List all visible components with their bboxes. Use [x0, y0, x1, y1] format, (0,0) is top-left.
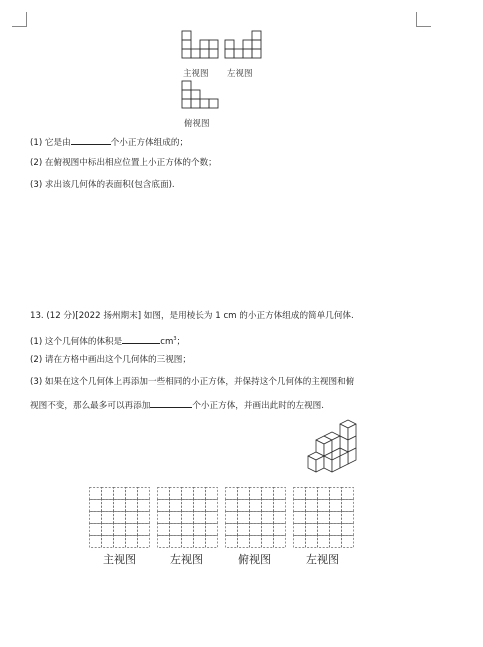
grid-cell[interactable]	[114, 500, 126, 512]
grid-cell[interactable]	[194, 488, 206, 500]
grid-cell[interactable]	[226, 536, 238, 548]
grid-cell[interactable]	[342, 500, 354, 512]
grid-cell[interactable]	[182, 536, 194, 548]
grid-cell[interactable]	[138, 512, 150, 524]
grid-cell[interactable]	[294, 488, 306, 500]
grid-cell[interactable]	[342, 512, 354, 524]
grid-cell[interactable]	[306, 512, 318, 524]
drawing-grid-1[interactable]	[89, 487, 151, 549]
page-corner-mark	[416, 12, 431, 27]
grid-cell[interactable]	[262, 512, 274, 524]
grid-cell[interactable]	[206, 512, 218, 524]
grid-cell[interactable]	[306, 536, 318, 548]
q13-part3-line2	[30, 398, 324, 412]
grid-cell[interactable]	[170, 500, 182, 512]
grid-cell[interactable]	[102, 512, 114, 524]
grid-cell[interactable]	[138, 500, 150, 512]
grid-cell[interactable]	[306, 488, 318, 500]
grid-cell[interactable]	[318, 512, 330, 524]
q13-part1-end: ；	[176, 336, 186, 347]
grid-cell[interactable]	[126, 488, 138, 500]
grid-cell[interactable]	[262, 536, 274, 548]
top-view-figure	[182, 81, 218, 113]
grid-cell[interactable]	[90, 512, 102, 524]
grid-cell[interactable]	[330, 500, 342, 512]
grid-cell[interactable]	[126, 500, 138, 512]
grid-cell[interactable]	[318, 536, 330, 548]
q13-part2: (2) 请在方格中画出这个几何体的三视图；	[30, 355, 191, 365]
grid-cell[interactable]	[274, 512, 286, 524]
top-view-caption: 俯视图	[184, 119, 210, 129]
grid-cell[interactable]	[238, 488, 250, 500]
grid-caption-left-2: 左视图	[306, 553, 339, 566]
grid-cell[interactable]	[102, 488, 114, 500]
grid-cell[interactable]	[342, 536, 354, 548]
grid-cell[interactable]	[102, 536, 114, 548]
grid-cell[interactable]	[342, 488, 354, 500]
grid-cell[interactable]	[330, 524, 342, 536]
grid-cell[interactable]	[102, 500, 114, 512]
grid-cell[interactable]	[262, 524, 274, 536]
grid-cell[interactable]	[194, 524, 206, 536]
grid-cell[interactable]	[262, 500, 274, 512]
unit-label: cm	[160, 336, 174, 347]
grid-cell[interactable]	[102, 524, 114, 536]
q12-part2: (2) 在俯视图中标出相应位置上小正方体的个数；	[30, 158, 217, 168]
grid-cell[interactable]	[194, 536, 206, 548]
grid-cell[interactable]	[330, 488, 342, 500]
grid-cell[interactable]	[306, 524, 318, 536]
drawing-grid-2[interactable]	[157, 487, 219, 549]
grid-cell[interactable]	[126, 512, 138, 524]
grid-cell[interactable]	[182, 512, 194, 524]
grid-cell[interactable]	[182, 524, 194, 536]
front-view-figure	[182, 31, 218, 63]
grid-cell[interactable]	[330, 512, 342, 524]
grid-cell[interactable]	[170, 524, 182, 536]
grid-cell[interactable]	[114, 524, 126, 536]
q13-header: 13. (12 分)[2022 扬州期末] 如图，是用棱长为 1 cm 的小正方体组成的简单几何体.	[30, 311, 354, 321]
grid-cell[interactable]	[158, 488, 170, 500]
drawing-grid-4[interactable]	[293, 487, 355, 549]
grid-cell[interactable]	[138, 488, 150, 500]
grid-cell[interactable]	[294, 524, 306, 536]
grid-cell[interactable]	[250, 488, 262, 500]
grid-cell[interactable]	[126, 524, 138, 536]
unit-superscript: 3	[173, 336, 177, 342]
grid-cell[interactable]	[170, 488, 182, 500]
grid-cell[interactable]	[318, 488, 330, 500]
grid-cell[interactable]	[158, 512, 170, 524]
grid-caption-left: 左视图	[170, 553, 203, 566]
grid-cell[interactable]	[182, 488, 194, 500]
grid-cell[interactable]	[274, 488, 286, 500]
grid-cell[interactable]	[238, 536, 250, 548]
grid-cell[interactable]	[250, 512, 262, 524]
grid-cell[interactable]	[274, 500, 286, 512]
isometric-cube-figure	[300, 420, 360, 478]
grid-cell[interactable]	[274, 524, 286, 536]
left-view-figure	[225, 31, 261, 63]
grid-cell[interactable]	[226, 500, 238, 512]
grid-cell[interactable]	[170, 536, 182, 548]
left-view-caption: 左视图	[227, 69, 253, 79]
grid-cell[interactable]	[158, 500, 170, 512]
q13-part3-line1: (3) 如果在这个几何体上再添加一些相同的小正方体，并保持这个几何体的主视图和俯	[30, 377, 355, 387]
grid-cell[interactable]	[90, 488, 102, 500]
grid-cell[interactable]	[238, 512, 250, 524]
grid-cell[interactable]	[114, 512, 126, 524]
grid-cell[interactable]	[318, 524, 330, 536]
grid-cell[interactable]	[206, 536, 218, 548]
page-corner-mark	[12, 12, 27, 27]
grid-caption-front: 主视图	[103, 553, 136, 566]
grid-cell[interactable]	[90, 536, 102, 548]
grid-cell[interactable]	[238, 524, 250, 536]
grid-cell[interactable]	[250, 524, 262, 536]
answer-blank[interactable]	[71, 135, 111, 145]
grid-cell[interactable]	[90, 500, 102, 512]
grid-cell[interactable]	[330, 536, 342, 548]
grid-cell[interactable]	[194, 512, 206, 524]
grid-cell[interactable]	[318, 500, 330, 512]
q12-part1-suffix: 个小正方体组成的；	[110, 138, 189, 148]
grid-cell[interactable]	[238, 500, 250, 512]
grid-cell[interactable]	[206, 524, 218, 536]
answer-blank[interactable]	[122, 334, 160, 344]
grid-cell[interactable]	[170, 512, 182, 524]
grid-cell[interactable]	[194, 500, 206, 512]
front-view-caption: 主视图	[183, 69, 209, 79]
grid-cell[interactable]	[262, 488, 274, 500]
grid-cell[interactable]	[138, 536, 150, 548]
grid-cell[interactable]	[226, 488, 238, 500]
grid-cell[interactable]	[158, 536, 170, 548]
q13-part3-suffix: 个小正方体，并画出此时的左视图.	[192, 401, 324, 411]
q13-part1	[30, 333, 185, 348]
grid-cell[interactable]	[226, 524, 238, 536]
answer-blank[interactable]	[150, 398, 192, 408]
grid-cell[interactable]	[114, 488, 126, 500]
grid-cell[interactable]	[138, 524, 150, 536]
q12-part1	[30, 135, 188, 149]
grid-cell[interactable]	[342, 524, 354, 536]
grid-cell[interactable]	[294, 536, 306, 548]
grid-cell[interactable]	[250, 536, 262, 548]
grid-cell[interactable]	[206, 500, 218, 512]
grid-cell[interactable]	[206, 488, 218, 500]
grid-cell[interactable]	[226, 512, 238, 524]
grid-cell[interactable]	[158, 524, 170, 536]
drawing-grid-3[interactable]	[225, 487, 287, 549]
grid-cell[interactable]	[294, 512, 306, 524]
grid-cell[interactable]	[294, 500, 306, 512]
q13-part3-prefix: 视图不变，那么最多可以再添加	[30, 401, 151, 411]
grid-cell[interactable]	[126, 536, 138, 548]
grid-cell[interactable]	[114, 536, 126, 548]
grid-cell[interactable]	[250, 500, 262, 512]
grid-caption-top: 俯视图	[238, 553, 271, 566]
grid-cell[interactable]	[182, 500, 194, 512]
q12-part1-prefix: (1) 它是由	[30, 138, 71, 148]
q12-part3: (3) 求出该几何体的表面积(包含底面).	[30, 180, 175, 190]
q13-part1-prefix: (1) 这个几何体的体积是	[30, 336, 123, 347]
grid-cell[interactable]	[90, 524, 102, 536]
grid-cell[interactable]	[306, 500, 318, 512]
grid-cell[interactable]	[274, 536, 286, 548]
